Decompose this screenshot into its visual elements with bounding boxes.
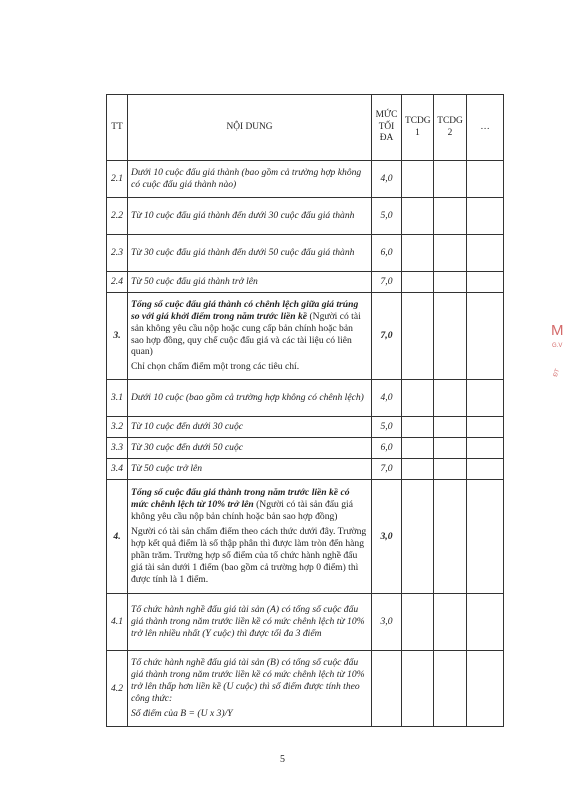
- row-content: [128, 293, 372, 380]
- score-cell[interactable]: [434, 480, 467, 594]
- criterion-note: Người có tài sản chấm điểm theo cách thức dưới đây. Trường hợp kết quả điểm là số thập phân thì được làm tròn đến hàng phần trăm. Trường hợp số điểm của tổ chức hành nghề đấu giá tài sản dưới 1 điểm (bao gồm cả trường hợp 0 điểm) thì được tính là 1 điểm.: [131, 526, 367, 585]
- row-max: 5,0: [372, 417, 402, 438]
- table-row: [107, 293, 504, 380]
- score-cell[interactable]: [402, 293, 434, 380]
- score-cell[interactable]: [467, 272, 504, 293]
- score-cell[interactable]: [467, 161, 504, 198]
- row-tt: 3.4: [107, 459, 128, 480]
- score-cell[interactable]: [434, 438, 467, 459]
- row-tt: 4.1: [107, 594, 128, 651]
- score-cell[interactable]: [434, 594, 467, 651]
- row-max: 5,0: [372, 198, 402, 235]
- stamp-mark: ĐT: [552, 368, 562, 378]
- score-cell[interactable]: [434, 459, 467, 480]
- score-cell[interactable]: [402, 198, 434, 235]
- table-header-row: [107, 95, 504, 161]
- score-cell[interactable]: [434, 293, 467, 380]
- row-content: Từ 50 cuộc đấu giá thành trở lên: [128, 272, 372, 293]
- score-cell[interactable]: [434, 380, 467, 417]
- table-row: [107, 272, 504, 293]
- row-max: 6,0: [372, 235, 402, 272]
- row-tt: 2.2: [107, 198, 128, 235]
- row-max: 7,0: [372, 272, 402, 293]
- criterion-detail: (Người có tài sản đấu giá không yêu cầu nộp bản chính hoặc bản sao hợp đồng): [131, 499, 353, 523]
- row-tt: 4.: [107, 480, 128, 594]
- formula: Số điểm của B = (U x 3)/Y: [131, 707, 233, 719]
- table-row: [107, 438, 504, 459]
- row-max: 6,0: [372, 438, 402, 459]
- score-cell[interactable]: [434, 198, 467, 235]
- table-row: [107, 198, 504, 235]
- row-tt: 3.: [107, 293, 128, 380]
- row-content: [128, 651, 372, 727]
- score-cell[interactable]: [467, 651, 504, 727]
- stamp-mark: G.V: [552, 343, 563, 349]
- score-cell[interactable]: [434, 651, 467, 727]
- score-cell[interactable]: [434, 417, 467, 438]
- criterion-title: Tổng số cuộc đấu giá thành trong năm trước liền kề có mức chênh lệch từ 10% trở lên: [131, 487, 350, 511]
- row-content: [128, 480, 372, 594]
- header-max: MỨC TỐI ĐA: [372, 95, 402, 161]
- score-cell[interactable]: [402, 417, 434, 438]
- header-more: …: [467, 95, 504, 161]
- row-content: Từ 30 cuộc đấu giá thành đến dưới 50 cuộc đấu giá thành: [128, 235, 372, 272]
- row-content: Từ 30 cuộc đến dưới 50 cuộc: [128, 438, 372, 459]
- row-content: Từ 10 cuộc đấu giá thành đến dưới 30 cuộc đấu giá thành: [128, 198, 372, 235]
- row-tt: 3.2: [107, 417, 128, 438]
- criterion-detail: Tổ chức hành nghề đấu giá tài sản (B) có tổng số cuộc đấu giá thành trong năm trước liền kề có mức chênh lệch từ 10% trở lên thấp hơn liền kề (U cuộc) thì số điểm được tính theo công thức:: [131, 657, 365, 704]
- score-cell[interactable]: [467, 459, 504, 480]
- row-max: 7,0: [372, 459, 402, 480]
- score-cell[interactable]: [467, 594, 504, 651]
- row-max: 7,0: [372, 293, 402, 380]
- row-tt: 2.1: [107, 161, 128, 198]
- header-content: NỘI DUNG: [128, 95, 372, 161]
- page-number: 5: [280, 754, 285, 765]
- row-content: Từ 50 cuộc trở lên: [128, 459, 372, 480]
- score-cell[interactable]: [467, 438, 504, 459]
- row-max: 3,0: [372, 594, 402, 651]
- row-content: Dưới 10 cuộc đấu giá thành (bao gồm cả trường hợp không có cuộc đấu giá thành nào): [128, 161, 372, 198]
- score-cell[interactable]: [467, 417, 504, 438]
- criterion-note: Chỉ chọn chấm điểm một trong các tiêu chí.: [131, 361, 300, 373]
- score-cell[interactable]: [434, 161, 467, 198]
- row-max: 3,0: [372, 480, 402, 594]
- criteria-table: [106, 94, 504, 727]
- row-max: 4,0: [372, 161, 402, 198]
- row-tt: 2.4: [107, 272, 128, 293]
- row-tt: 3.1: [107, 380, 128, 417]
- score-cell[interactable]: [434, 272, 467, 293]
- header-tcdg2: TCDG 2: [434, 95, 467, 161]
- score-cell[interactable]: [402, 480, 434, 594]
- row-tt: 3.3: [107, 438, 128, 459]
- row-max: 4,0: [372, 380, 402, 417]
- score-cell[interactable]: [402, 272, 434, 293]
- table-row: [107, 594, 504, 651]
- row-content: Từ 10 cuộc đến dưới 30 cuộc: [128, 417, 372, 438]
- table-row: [107, 161, 504, 198]
- criterion-title: Tổng số cuộc đấu giá thành có chênh lệch giữa giá trúng so với giá khởi điểm trong năm trước liền kề: [131, 298, 359, 322]
- criterion-detail: (Người có tài sản không yêu cầu nộp hoặc cung cấp bản chính hoặc bản sao hợp đồng, quy chế cuộc đấu giá và các tài liệu có liên quan): [131, 310, 361, 358]
- row-content: Tổ chức hành nghề đấu giá tài sản (A) có tổng số cuộc đấu giá thành trong năm trước liền kề có mức chênh lệch từ 10% trở lên nhiều nhất (Y cuộc) thì được tối đa 3 điểm: [128, 594, 372, 651]
- table-row: [107, 480, 504, 594]
- score-cell[interactable]: [402, 438, 434, 459]
- table-row: [107, 651, 504, 727]
- header-tt: TT: [107, 95, 128, 161]
- row-content: Dưới 10 cuộc (bao gồm cả trường hợp không có chênh lệch): [128, 380, 372, 417]
- score-cell[interactable]: [402, 651, 434, 727]
- score-cell[interactable]: [402, 161, 434, 198]
- score-cell[interactable]: [467, 235, 504, 272]
- table-row: [107, 235, 504, 272]
- score-cell[interactable]: [467, 480, 504, 594]
- score-cell[interactable]: [467, 293, 504, 380]
- stamp-mark: M: [551, 322, 564, 339]
- table-row: [107, 380, 504, 417]
- row-max: [372, 651, 402, 727]
- header-tcdg1: TCDG 1: [402, 95, 434, 161]
- score-cell[interactable]: [434, 235, 467, 272]
- score-cell[interactable]: [402, 235, 434, 272]
- score-cell[interactable]: [467, 198, 504, 235]
- score-cell[interactable]: [402, 594, 434, 651]
- table-row: [107, 417, 504, 438]
- row-tt: 2.3: [107, 235, 128, 272]
- row-tt: 4.2: [107, 651, 128, 727]
- score-cell[interactable]: [402, 380, 434, 417]
- table-row: [107, 459, 504, 480]
- score-cell[interactable]: [402, 459, 434, 480]
- score-cell[interactable]: [467, 380, 504, 417]
